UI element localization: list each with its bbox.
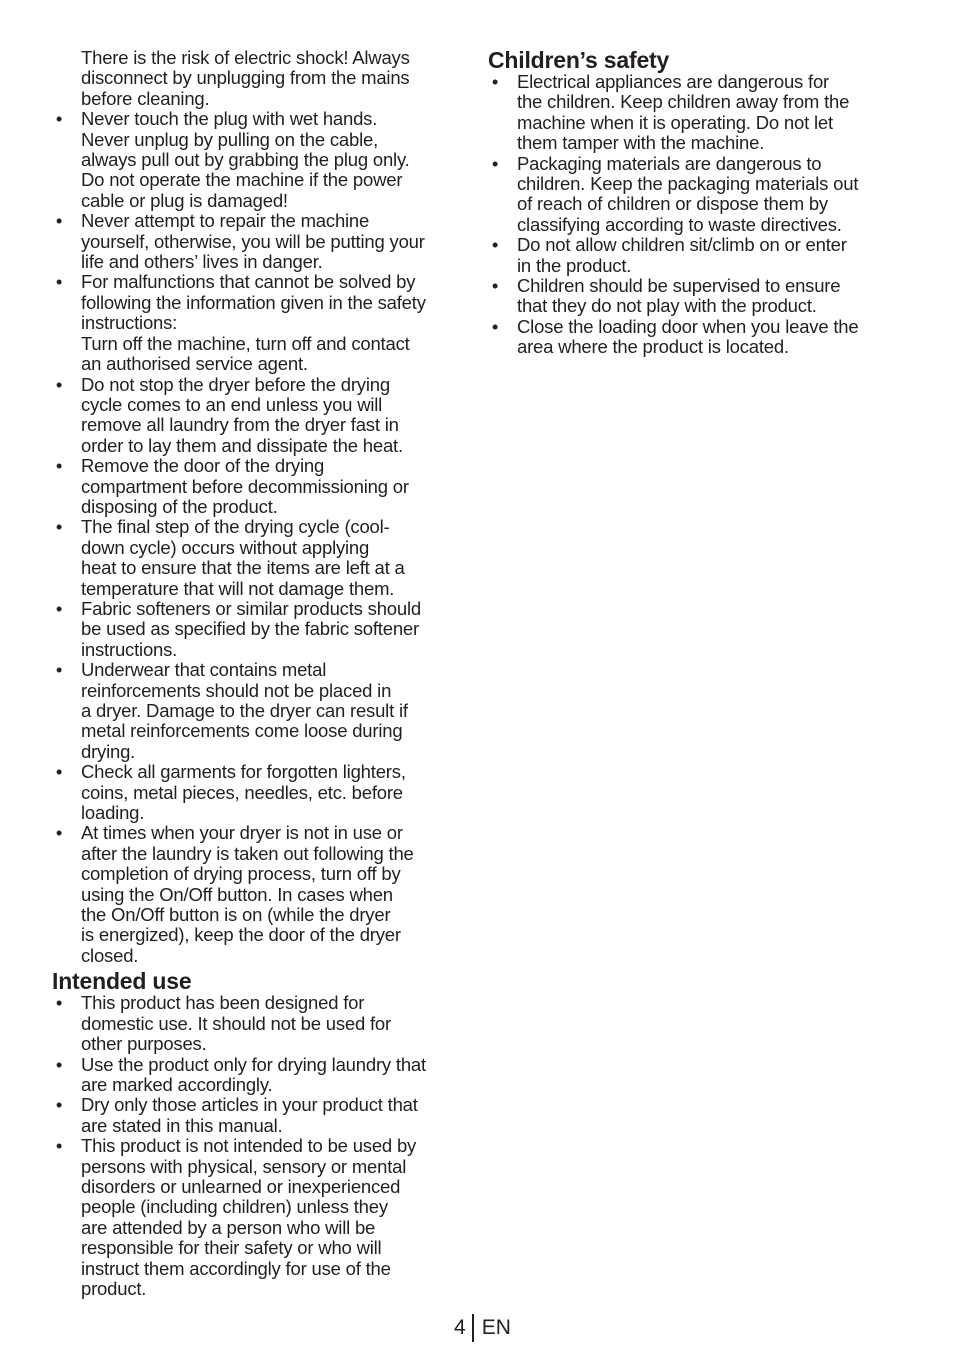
- footer-divider: [472, 1314, 474, 1342]
- list-item: [52, 211, 467, 272]
- list-item-text: Fabric softeners or similar products should be used as specified by the fabric softener instructions.: [81, 597, 421, 660]
- list-item: [488, 72, 903, 154]
- bullet-icon: •: [491, 234, 499, 256]
- bullet-icon: •: [55, 271, 63, 293]
- list-item-text: Children should be supervised to ensure that they do not play with the product.: [517, 275, 841, 317]
- bullet-icon: •: [55, 455, 63, 477]
- list-item: [52, 762, 467, 823]
- bullet-icon: •: [55, 1094, 63, 1116]
- list-item-text: Do not allow children sit/climb on or enter in the product.: [517, 234, 847, 276]
- language-code: EN: [481, 1316, 511, 1339]
- list-item: [52, 272, 467, 374]
- list-item: [52, 456, 467, 517]
- list-item-text: Packaging materials are dangerous to children. Keep the packaging materials out of reach of children or dispose them by classifying according to waste directives.: [517, 152, 859, 235]
- childrens-safety-heading: Children’s safety: [488, 47, 670, 73]
- bullet-icon: •: [55, 373, 63, 395]
- bullet-icon: •: [491, 71, 499, 92]
- list-item: [52, 109, 467, 211]
- bullet-icon: •: [55, 822, 63, 844]
- list-item-text: Check all garments for forgotten lighters, coins, metal pieces, needles, etc. before loading.: [81, 761, 406, 824]
- list-item-text: This product has been designed for domestic use. It should not be used for other purposes.: [81, 992, 391, 1055]
- intended-use-list: [52, 993, 467, 1299]
- bullet-icon: •: [55, 516, 63, 538]
- left-column: [52, 48, 467, 1299]
- page-number: 4: [454, 1316, 466, 1339]
- bullet-icon: •: [55, 992, 63, 1014]
- intended-use-heading: Intended use: [52, 968, 192, 995]
- bullet-icon: •: [55, 597, 63, 619]
- list-item: [52, 517, 467, 599]
- list-item-text: For malfunctions that cannot be solved by following the information given in the safety instructions: Turn off the machine, turn off and contact an authorised service agent.: [81, 271, 426, 375]
- page-footer: [454, 1314, 511, 1342]
- list-item: [52, 993, 467, 1054]
- bullet-icon: •: [55, 659, 63, 681]
- bullet-icon: •: [55, 210, 63, 232]
- list-item: [488, 154, 903, 236]
- list-item-text: Underwear that contains metal reinforcements should not be placed in a dryer. Damage to the dryer can result if metal reinforcements come loose during drying.: [81, 659, 408, 762]
- bullet-icon: •: [55, 108, 63, 130]
- list-item: [52, 1055, 467, 1096]
- list-item: [52, 823, 467, 966]
- list-item-text: Use the product only for drying laundry that are marked accordingly.: [81, 1053, 426, 1095]
- list-item: [52, 1136, 467, 1299]
- childrens-safety-list: [488, 72, 903, 358]
- list-item-text: Never attempt to repair the machine yourself, otherwise, you will be putting your life and others’ lives in danger.: [81, 210, 425, 273]
- list-item: [52, 660, 467, 762]
- list-item-text: Close the loading door when you leave the area where the product is located.: [517, 315, 859, 358]
- list-item: [52, 599, 467, 660]
- bullet-icon: •: [491, 275, 499, 297]
- list-item-text: The final step of the drying cycle (cool- down cycle) occurs without applying heat to ensure that the items are left at a temperature that will not damage them.: [81, 516, 405, 599]
- list-item-text: Remove the door of the drying compartment before decommissioning or disposing of the product.: [81, 455, 409, 517]
- bullet-icon: •: [491, 152, 499, 174]
- list-item-text: This product is not intended to be used by persons with physical, sensory or mental disorders or unlearned or inexperienced people (including children) unless they are attended by a person who will be responsible for their safety or who will instruct them accordingly for use of the product.: [81, 1135, 417, 1299]
- list-item: [52, 375, 467, 457]
- list-item: [488, 276, 903, 317]
- list-item-text: Do not stop the dryer before the drying cycle comes to an end unless you will remove all laundry from the dryer fast in order to lay them and dissipate the heat.: [81, 373, 403, 456]
- bullet-icon: •: [55, 1135, 63, 1157]
- electric-shock-warning: There is the risk of electric shock! Always disconnect by unplugging from the mains before cleaning.: [81, 47, 410, 109]
- list-item: [488, 317, 903, 358]
- right-column: [488, 48, 903, 358]
- list-item: [488, 235, 903, 276]
- bullet-icon: •: [55, 761, 63, 783]
- list-item: [52, 1095, 467, 1136]
- safety-list: [52, 109, 467, 966]
- list-item-text: Dry only those articles in your product that are stated in this manual.: [81, 1094, 418, 1136]
- bullet-icon: •: [491, 315, 499, 337]
- list-item-text: Electrical appliances are dangerous for the children. Keep children away from the machine when it is operating. Do not let them tamper with the machine.: [517, 71, 850, 154]
- list-item-text: Never touch the plug with wet hands. Never unplug by pulling on the cable, always pull out by grabbing the plug only. Do not operate the machine if the power cable or plug is damaged!: [81, 108, 410, 211]
- bullet-icon: •: [55, 1053, 63, 1075]
- list-item-text: At times when your dryer is not in use or after the laundry is taken out following the completion of drying process, turn off by using the On/Off button. In cases when the On/Off button is on (while the dryer is energized), keep the door of the dryer closed.: [81, 822, 414, 966]
